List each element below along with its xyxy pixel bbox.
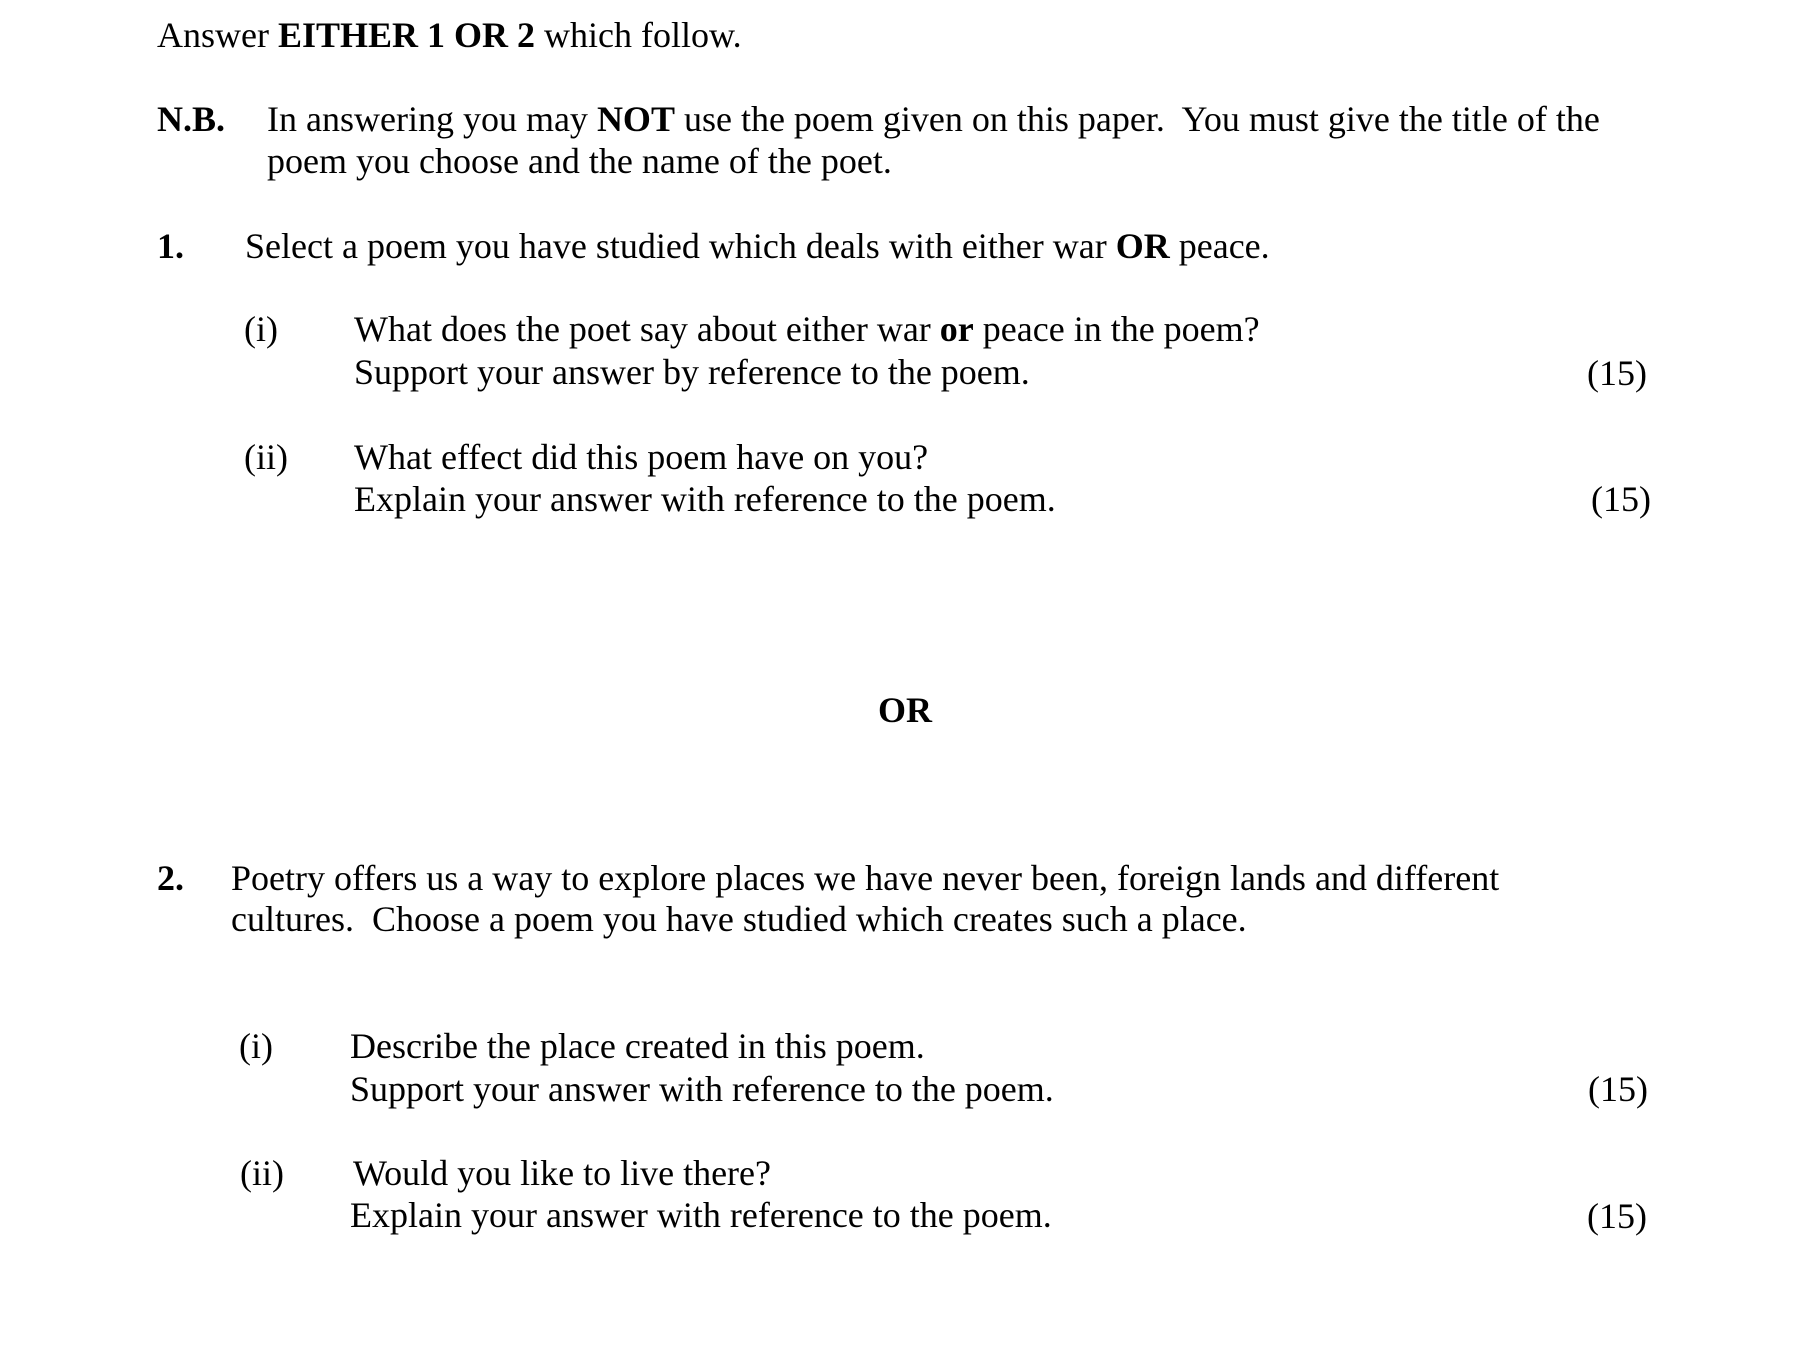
question-1-part-i-marks: (15) <box>1587 353 1647 393</box>
question-2-part-i-label: (i) <box>239 1026 273 1066</box>
part-emphasis: or <box>939 309 974 349</box>
question-2-part-ii-marks: (15) <box>1587 1196 1647 1236</box>
question-2-number: 2. <box>157 858 184 898</box>
note-line-2: poem you choose and the name of the poet. <box>267 141 892 181</box>
instructions-emphasis: EITHER 1 OR 2 <box>277 15 536 55</box>
question-2-part-i-line-2: Support your answer with reference to the poem. <box>350 1069 1054 1109</box>
question-1-part-ii-label: (ii) <box>244 437 288 477</box>
question-1-part-ii-marks: (15) <box>1591 479 1651 519</box>
question-1-part-i-line-2: Support your answer by reference to the poem. <box>354 352 1030 392</box>
question-1-number: 1. <box>157 226 184 266</box>
question-2-line-2: cultures. Choose a poem you have studied which creates such a place. <box>231 899 1247 939</box>
question-2-part-i-line-1: Describe the place created in this poem. <box>350 1026 925 1066</box>
question-1-part-ii-line-2: Explain your answer with reference to the poem. <box>354 479 1056 519</box>
question-1-text-end: peace. <box>1169 226 1270 266</box>
question-1-prompt <box>245 225 1270 267</box>
or-separator: OR <box>878 690 932 730</box>
instructions-text: Answer <box>157 15 278 55</box>
instructions-line <box>157 14 742 56</box>
part-text: What does the poet say about either war <box>354 309 940 349</box>
note-label: N.B. <box>157 99 226 139</box>
note-text: In answering you may <box>267 99 597 139</box>
question-1-part-i-label: (i) <box>244 309 278 349</box>
note-text-end: use the poem given on this paper. You must give the title of the <box>674 99 1600 139</box>
question-2-part-ii-label: (ii) <box>240 1153 284 1193</box>
question-1-emphasis: OR <box>1115 226 1170 266</box>
question-1-part-ii-line-1: What effect did this poem have on you? <box>354 437 929 477</box>
question-2-part-ii-line-1: Would you like to live there? <box>353 1153 771 1193</box>
question-2-line-1: Poetry offers us a way to explore places we have never been, foreign lands and different <box>231 858 1500 898</box>
part-text-end: peace in the poem? <box>973 309 1260 349</box>
note-line-1 <box>267 98 1600 140</box>
question-2-part-ii-line-2: Explain your answer with reference to the poem. <box>350 1195 1052 1235</box>
note-emphasis: NOT <box>596 99 675 139</box>
question-1-part-i-line-1 <box>354 308 1260 350</box>
question-1-text: Select a poem you have studied which deals with either war <box>245 226 1116 266</box>
question-2-part-i-marks: (15) <box>1588 1069 1648 1109</box>
instructions-text-end: which follow. <box>535 15 742 55</box>
